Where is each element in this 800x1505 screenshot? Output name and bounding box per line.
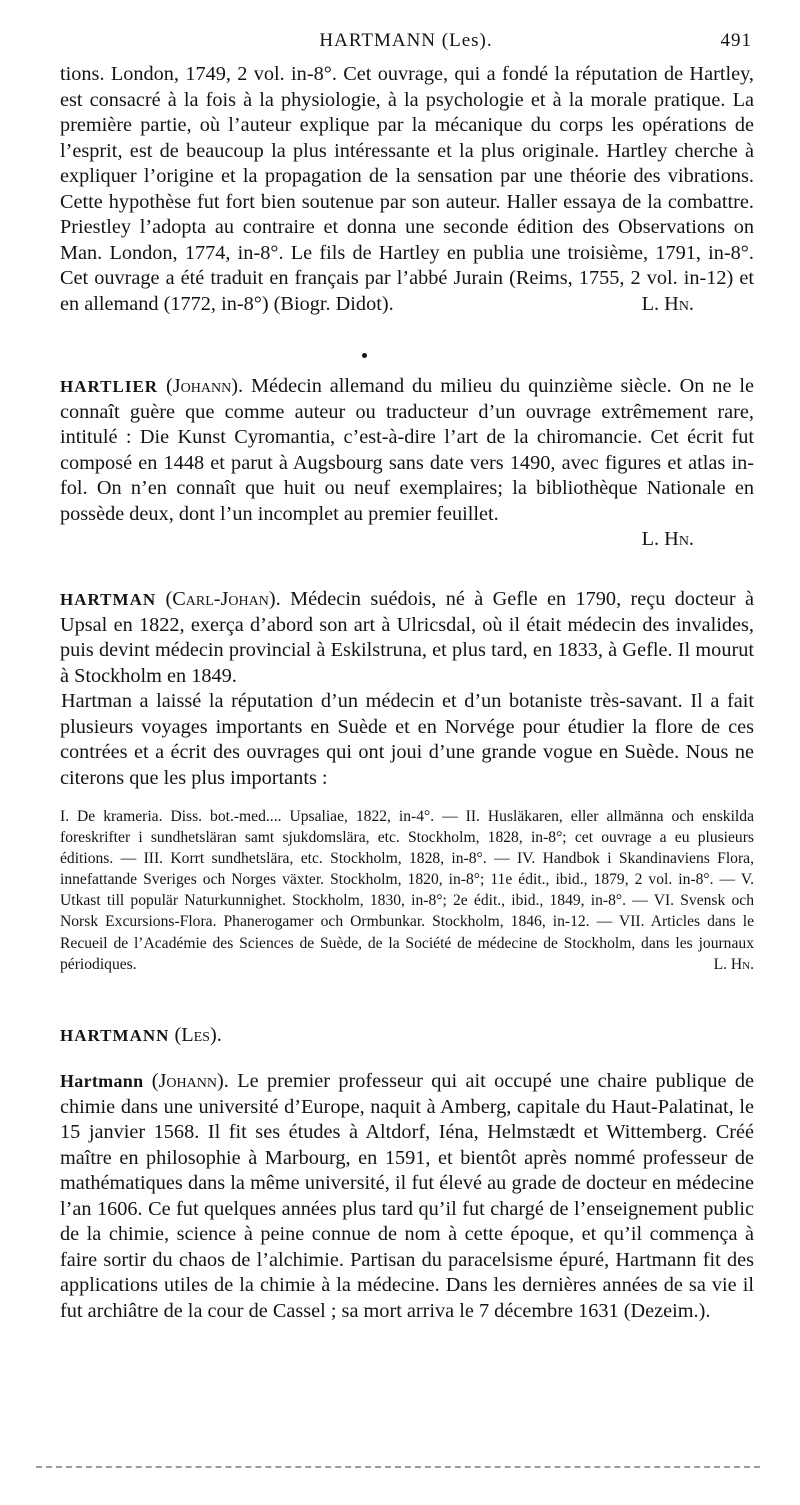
continuation-text: tions. London, 1749, 2 vol. in-8°. Cet ouvrage, qui a fondé la réputation de Hartley, est consacré à la fois à la physiologie, à la psychologie et à la morale pratique. La première partie, où l’auteur explique par la mécanique du corps les opérations de l’esprit, est de beaucoup la plus intéressante et la plus originale. Hartley cherche à expliquer l’origine et la propagation de la sensation par une théorie des vibrations. Cette hypothèse fut fort bien soutenue par son auteur. Haller essaya de la combattre. Priestley l’adopta au contraire et donna une seconde édition des Observations on Man. London, 1774, in-8°. Le fils de Hartley en publia une troisième, 1791, in-8°. Cet ouvrage a été traduit en français par l’abbé Jurain (Reims, 1755, 2 vol. in-12) et en allemand (1772, in-8°) (Biogr. Didot). [60, 63, 754, 315]
entry-name: Hartmann [60, 1071, 144, 1091]
page-number: 491 [720, 30, 752, 51]
entry-text: Médecin allemand du milieu du quinzième siècle. On ne le connaît guère que comme auteur ou traducteur d’un ouvrage extrêmement rare, intitulé : Die Kunst Cyromantia, c’est-à-dire l’art de la chiromancie. Cet écrit fut composé en 1448 et parut à Augsbourg sans date vers 1490, avec figures et atlas in-fol. On n’en connaît que huit ou neuf exemplaires; la bibliothèque Nationale en possède deux, dont l’un incomplet au premier feuillet. [60, 375, 754, 525]
entry-hartman-paragraph-2: Hartman a laissé la réputation d’un médecin et d’un botaniste très-savant. Il a fait plusieurs voyages importants en Suède et en Norvége pour étudier la flore de ces contrées et a écrit des ouvrages qui ont joui d’une grande vogue en Suède. Nous ne citerons que les plus importants : [60, 690, 754, 789]
entry-hartman [60, 587, 754, 975]
entry-bibliography [60, 806, 754, 975]
entry-hartlier [60, 374, 754, 553]
entry-hartman-paragraph [60, 587, 754, 689]
entry-signature: L. Hn. [713, 955, 754, 973]
entry-given-name: (Les). [174, 1024, 222, 1046]
page-header [60, 30, 752, 58]
entry-text: Le premier professeur qui ait occupé une chaire publique de chimie dans une université d’Europe, naquit à Amberg, capitale du Haut-Palatinat, le 15 janvier 1568. Il fit ses études à Altdorf, Iéna, Helmstædt et Wittemberg. Créé maître en philosophie à Marbourg, en 1591, et bientôt après nommé professeur de mathématiques dans la même université, il fut élevé au grade de docteur en médecine l’an 1606. Ce fut quelques années plus tard qu’il fut chargé de l’enseignement public de la chimie, science à peine connue de nom à cette époque, et qu’il commença à faire sortir du chaos de l’alchimie. Partisan du paracelsisme épuré, Hartmann fit des applications utiles de la chimie à la médecine. Dans les dernières années de sa vie il fut archiâtre de la cour de Cassel ; sa mort arriva le 7 décembre 1631 (Dezeim.). [60, 1070, 754, 1322]
bibliography-text: I. De krameria. Diss. bot.-med.... Upsaliae, 1822, in-4°. — II. Husläkaren, eller allmänna och enskilda foreskrifter i sundhetsläran samt sjukdomslära, etc. Stockholm, 1828, in-8°; cet ouvrage a eu plusieurs éditions. — III. Korrt sundhetslära, etc. Stockholm, 1828, in-8°. — IV. Handbok i Skandinaviens Flora, innefattande Sveriges och Norges växter. Stockholm, 1820, in-8°; 11e édit., ibid., 1879, 2 vol. in-8°. — V. Utkast till populär Naturkunnighet. Stockholm, 1830, in-8°; 2e édit., ibid., 1849, in-8°. — VI. Svensk och Norsk Excursions-Flora. Phanerogamer och Ormbunkar. Stockholm, 1846, in-12. — VII. Articles dans le Recueil de l’Académie des Sciences de Suède, de la Société de médecine de Stockholm, dans les journaux périodiques. [60, 808, 754, 973]
entry-signature: L. Hn. [641, 528, 694, 550]
entry-hartmann-johann-paragraph [60, 1069, 754, 1324]
running-title: HARTMANN (Les). [319, 30, 493, 51]
continuation-signature: L. Hn. [641, 292, 694, 315]
entry-name: HARTLIER [60, 377, 159, 396]
entry-given-name: (Johann). [166, 375, 244, 397]
entry-name: HARTMAN [60, 590, 157, 609]
footer-rule [36, 1466, 760, 1468]
entry-name: HARTMANN [60, 1026, 170, 1045]
entry-given-name: (Carl-Johan). [165, 588, 281, 610]
family-heading [60, 1023, 754, 1049]
continuation-paragraph [60, 62, 754, 317]
entry-hartlier-paragraph [60, 374, 754, 527]
entry-hartmann-johann [60, 1069, 754, 1324]
continuation-section [60, 62, 754, 317]
separator-dot [362, 353, 367, 358]
entry-hartmann-les [60, 1023, 754, 1049]
entry-text: Médecin suédois, né à Gefle en 1790, reçu docteur à Upsal en 1822, exerça d’abord son art à Ulricsdal, où il était médecin des invalides, puis devint médecin provincial à Eskilstruna, et plus tard, en 1833, à Gefle. Il mourut à Stockholm en 1849. [60, 588, 754, 687]
entry-given-name: (Johann). [151, 1070, 229, 1092]
